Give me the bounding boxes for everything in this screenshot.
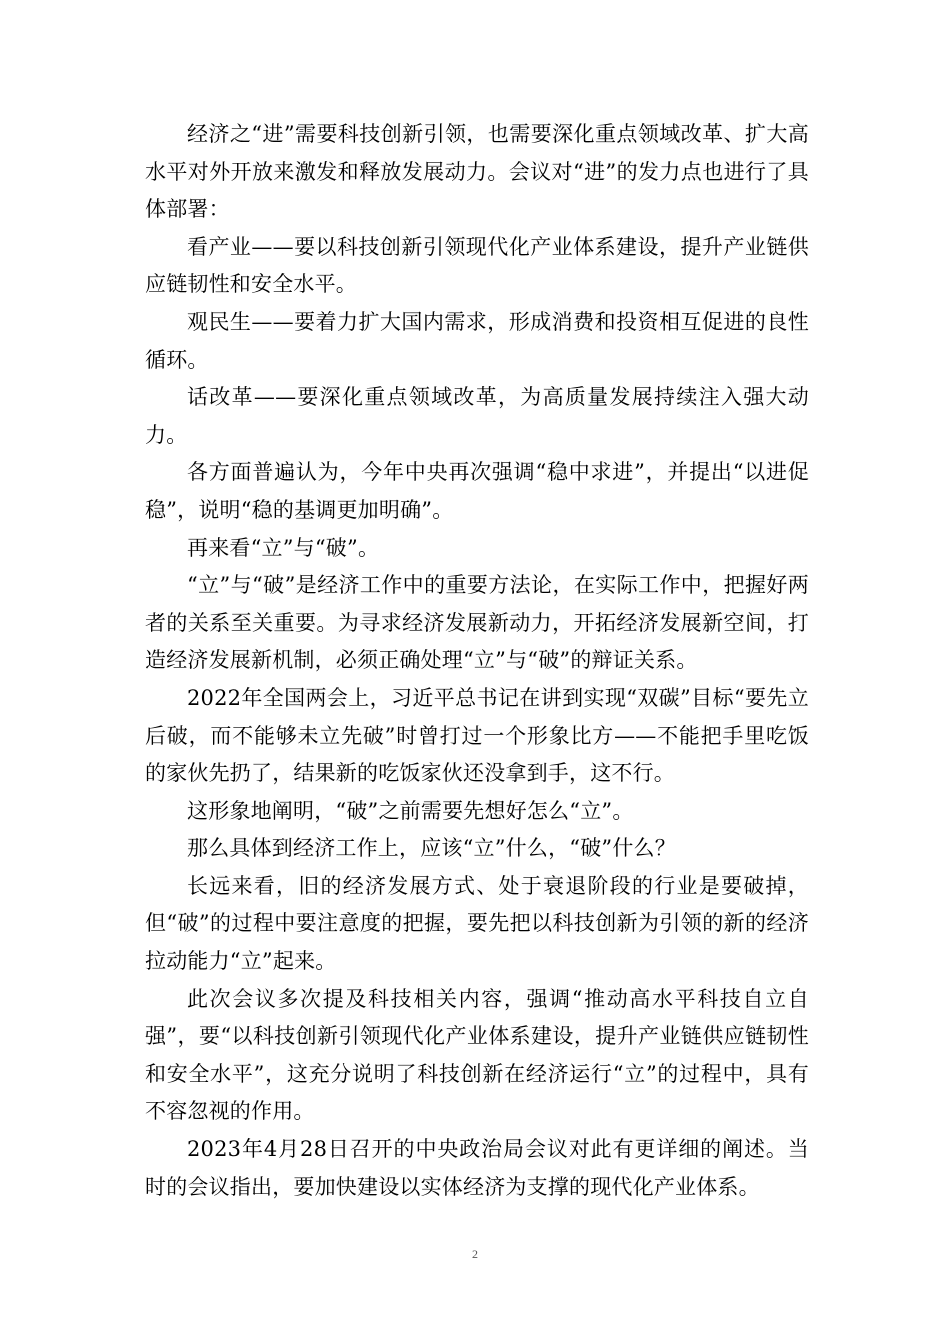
paragraph: 看产业——要以科技创新引领现代化产业体系建设，提升产业链供应链韧性和安全水平。 — [145, 234, 809, 297]
paragraph: “立”与“破”是经济工作中的重要方法论，在实际工作中，把握好两者的关系至关重要。为寻求经济发展新动力，开拓经济发展新空间，打造经济发展新机制，必须正确处理“立”与“破”的辩证关系。 — [145, 573, 809, 673]
paragraph: 长远来看，旧的经济发展方式、处于衰退阶段的行业是要破掉，但“破”的过程中要注意度的把握，要先把以科技创新为引领的新的经济拉动能力“立”起来。 — [145, 873, 809, 974]
paragraph: 此次会议多次提及科技相关内容，强调“推动高水平科技自立自强”，要“以科技创新引领现代化产业体系建设，提升产业链供应链韧性和安全水平”，这充分说明了科技创新在经济运行“立”的过程中，具有不容忽视的作用。 — [145, 986, 809, 1124]
paragraph: 经济之“进”需要科技创新引领，也需要深化重点领域改革、扩大高水平对外开放来激发和释放发展动力。会议对“进”的发力点也进行了具体部署： — [145, 122, 809, 222]
paragraph: 这形象地阐明，“破”之前需要先想好怎么“立”。 — [187, 798, 634, 823]
paragraph: 各方面普遍认为，今年中央再次强调“稳中求进”，并提出“以进促稳”，说明“稳的基调更加明确”。 — [145, 460, 809, 522]
page-number: 2 — [472, 1247, 478, 1261]
paragraph: 再来看“立”与“破”。 — [187, 535, 380, 560]
body-text — [145, 116, 809, 1206]
paragraph: 观民生——要着力扩大国内需求，形成消费和投资相互促进的良性循环。 — [145, 309, 809, 372]
paragraph: 2022年全国两会上，习近平总书记在讲到实现“双碳”目标“要先立后破，而不能够未立先破”时曾打过一个形象比方——不能把手里吃饭的家伙先扔了，结果新的吃饭家伙还没拿到手，这不行。 — [145, 685, 809, 786]
paragraph: 话改革——要深化重点领域改革，为高质量发展持续注入强大动力。 — [145, 385, 809, 447]
paragraph: 2023年4月28日召开的中央政治局会议对此有更详细的阐述。当时的会议指出，要加快建设以实体经济为支撑的现代化产业体系。 — [145, 1137, 809, 1199]
paragraph: 那么具体到经济工作上，应该“立”什么，“破”什么？ — [187, 836, 676, 861]
